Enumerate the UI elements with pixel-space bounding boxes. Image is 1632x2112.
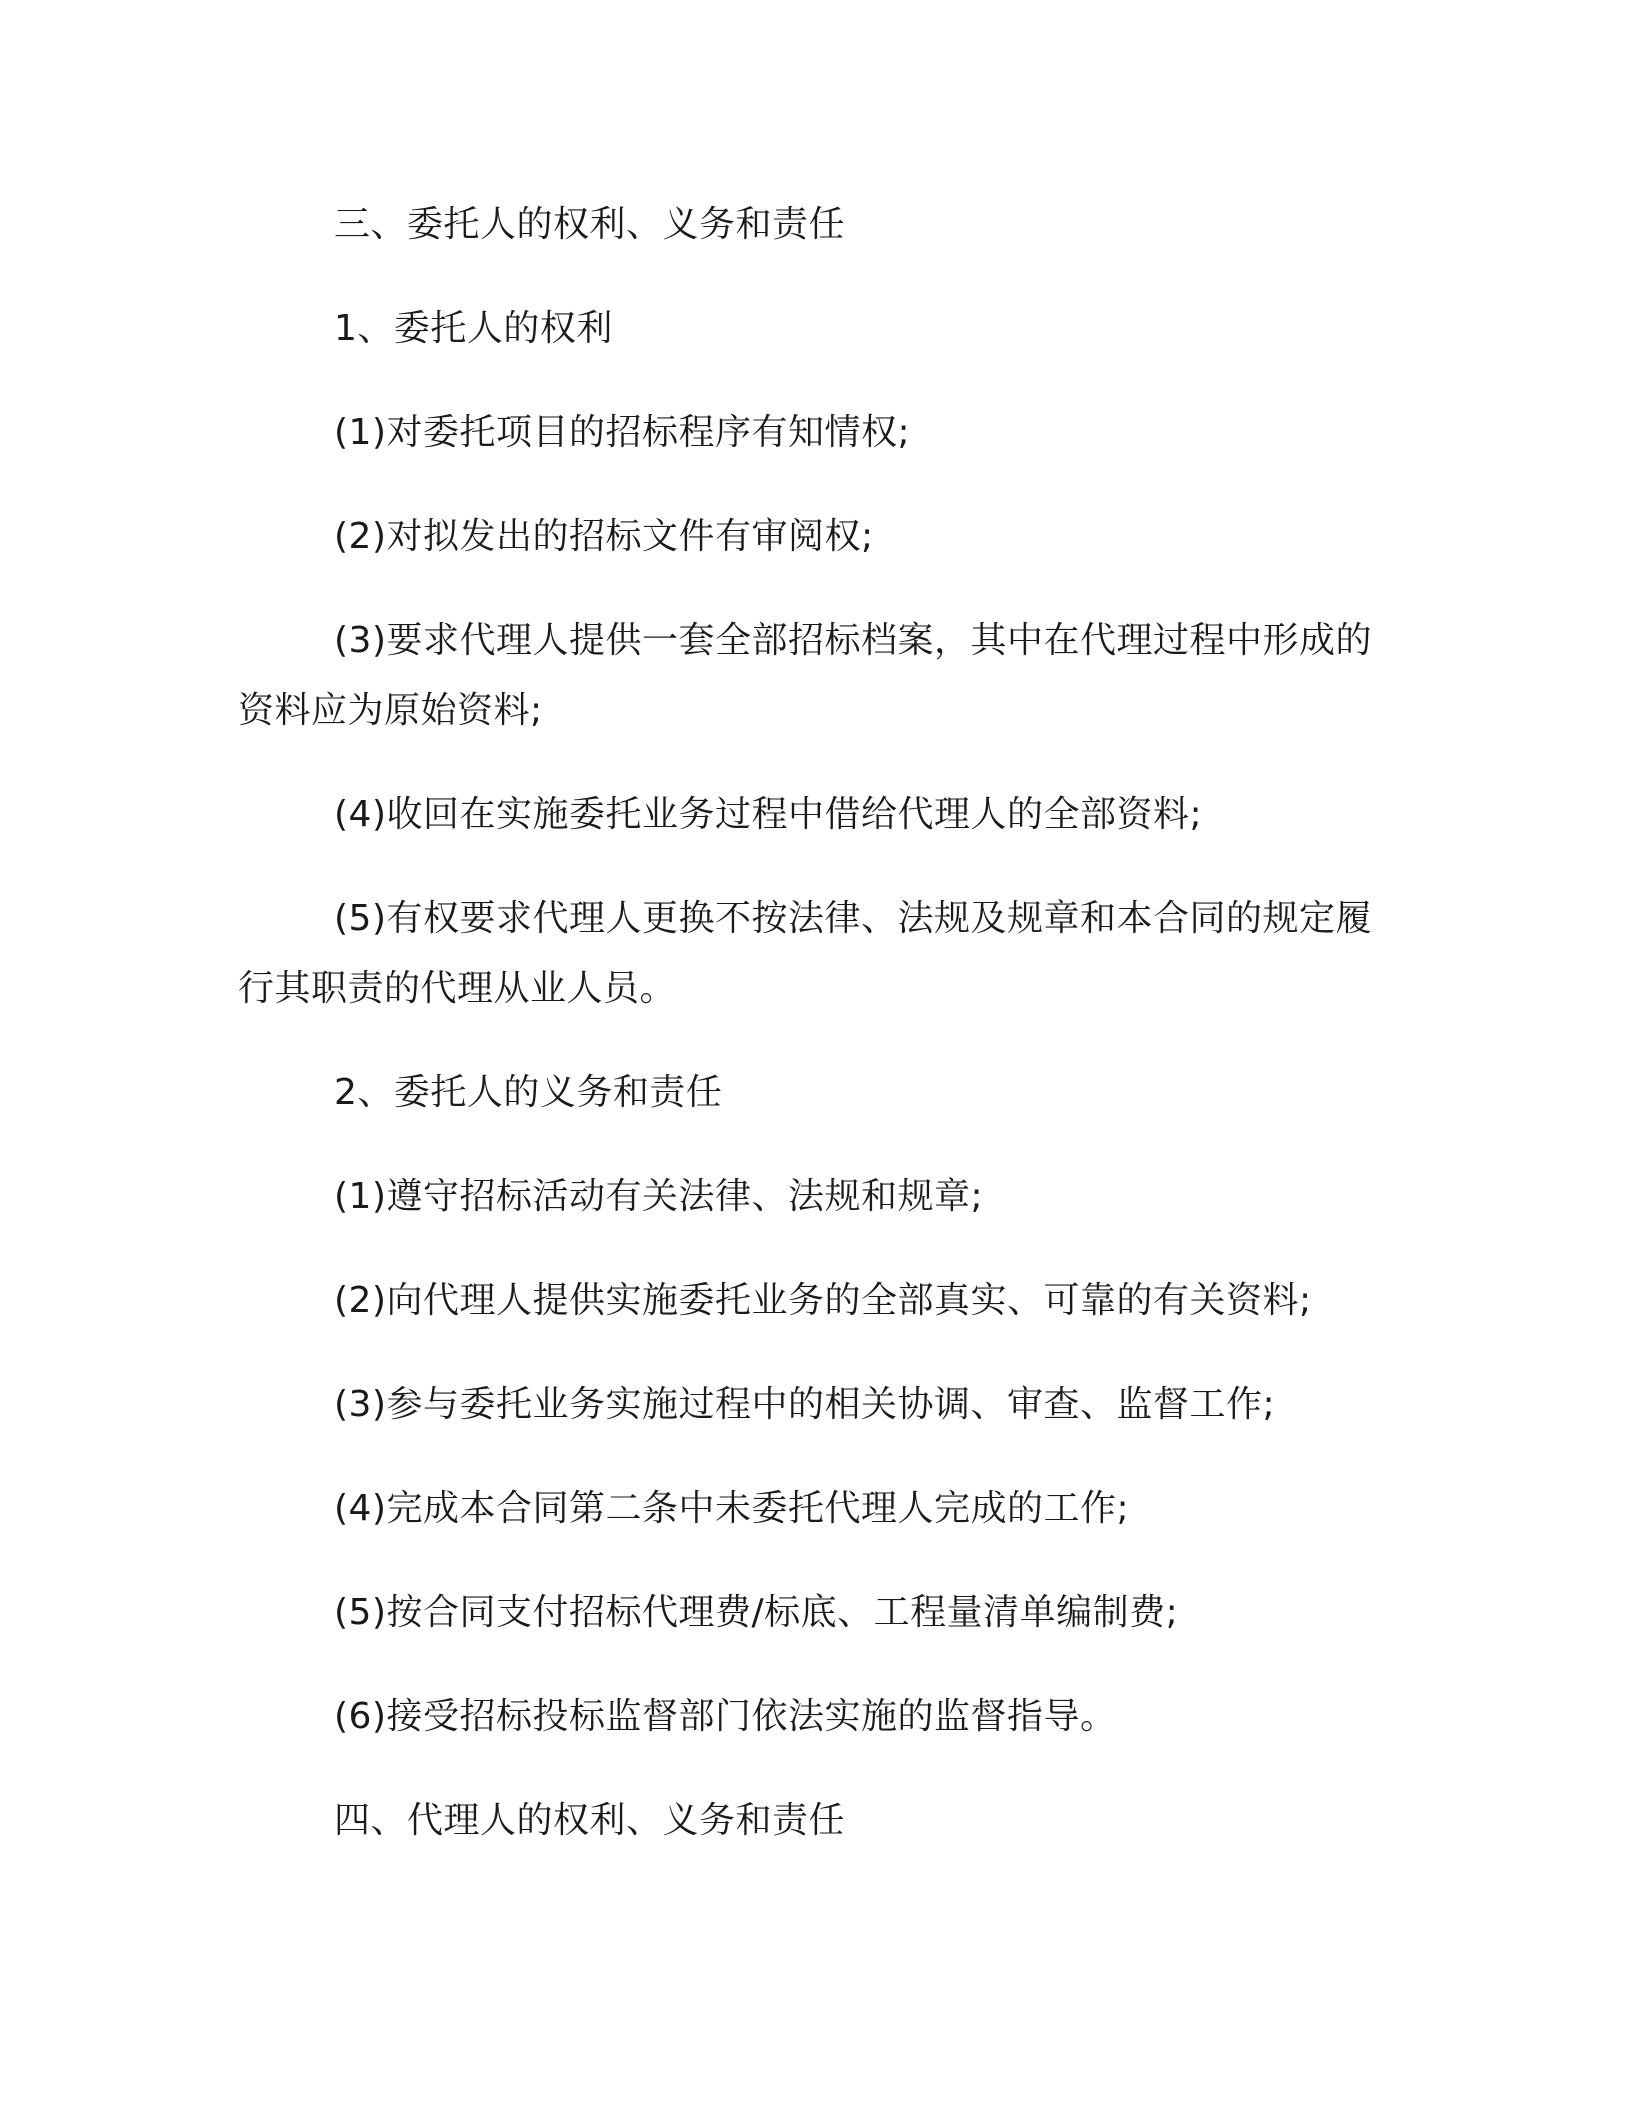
list-item: (5)按合同支付招标代理费/标底、工程量清单编制费;: [334, 1592, 1179, 1633]
subsection-heading-rights: 1、委托人的权利: [334, 308, 613, 349]
list-item: (6)接受招标投标监督部门依法实施的监督指导。: [334, 1696, 1117, 1737]
list-item: (3)参与委托业务实施过程中的相关协调、审查、监督工作;: [334, 1384, 1276, 1425]
document-body: [238, 190, 1388, 1856]
list-item: (3)要求代理人提供一套全部招标档案，其中在代理过程中形成的资料应为原始资料;: [238, 620, 1372, 731]
section-heading-4: 四、代理人的权利、义务和责任: [334, 1800, 846, 1841]
list-item: (5)有权要求代理人更换不按法律、法规及规章和本合同的规定履行其职责的代理从业人员。: [238, 898, 1372, 1009]
list-item: (2)向代理人提供实施委托业务的全部真实、可靠的有关资料;: [334, 1280, 1312, 1321]
list-item: (1)对委托项目的招标程序有知情权;: [334, 412, 911, 453]
subsection-heading-duties: 2、委托人的义务和责任: [334, 1072, 723, 1113]
section-heading-3: 三、委托人的权利、义务和责任: [334, 204, 846, 245]
list-item: (1)遵守招标活动有关法律、法规和规章;: [334, 1176, 984, 1217]
list-item: (4)完成本合同第二条中未委托代理人完成的工作;: [334, 1488, 1130, 1529]
list-item: (4)收回在实施委托业务过程中借给代理人的全部资料;: [334, 794, 1203, 835]
list-item: (2)对拟发出的招标文件有审阅权;: [334, 516, 874, 557]
